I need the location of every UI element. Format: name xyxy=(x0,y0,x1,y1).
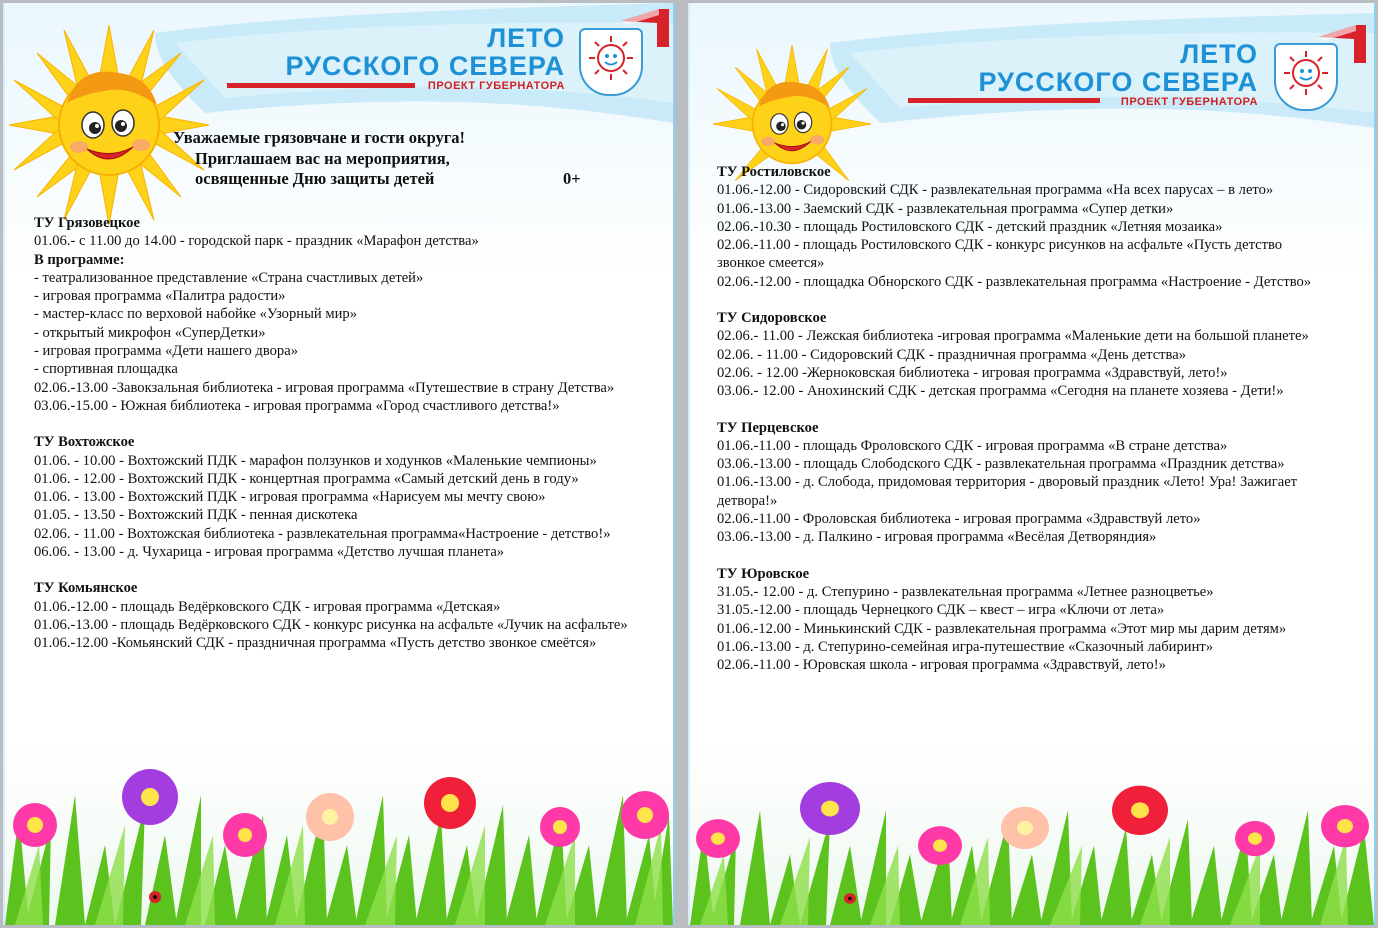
event-item: 01.06. - 12.00 - Вохтожский ПДК - концертная программа «Самый детский день в году» xyxy=(34,470,579,487)
event-item: 01.06.-12.00 - площадь Ведёрковского СДК - игровая программа «Детская» xyxy=(34,598,501,615)
brand-red-bar xyxy=(908,98,1100,103)
section-komyanskoe xyxy=(34,579,634,652)
flower-meadow xyxy=(5,755,673,925)
program-item: - игровая программа «Дети нашего двора» xyxy=(34,343,298,360)
event-item: 01.06.-13.00 - д. Слобода, придомовая территория - дворовый праздник «Лето! Ура! Зажигает детвора!» xyxy=(717,474,1298,509)
greeting-line2: Приглашаем вас на мероприятия, xyxy=(195,148,450,168)
event-item: 02.06.-12.00 - площадка Обнорского СДК - развлекательная программа «Настроение - Детство» xyxy=(717,273,1312,290)
event-item: 02.06.-11.00 - Фроловская библиотека - игровая программа «Здравствуй лето» xyxy=(717,511,1201,528)
event-item: 01.06.-12.00 - Минькинский СДК - развлекательная программа «Этот мир мы дарим детям» xyxy=(717,620,1287,637)
section-rostilovskoe xyxy=(717,163,1327,291)
event-item: 03.06.-13.00 - д. Палкино - игровая программа «Весёлая Детворяндия» xyxy=(717,529,1157,546)
greeting xyxy=(173,128,581,190)
flower-meadow xyxy=(690,775,1374,925)
event-item: 06.06. - 13.00 - д. Чухарица - игровая программа «Детство лучшая планета» xyxy=(34,544,505,561)
greeting-line1: Уважаемые грязовчане и гости округа! xyxy=(173,128,466,147)
section-sidorovskoe xyxy=(717,309,1327,400)
event-item: 02.06.-10.30 - площадь Ростиловского СДК - детский праздник «Летняя мозаика» xyxy=(717,218,1223,235)
event-item: 01.05. - 13.50 - Вохтожский ПДК - пенная дискотека xyxy=(34,507,358,524)
age-rating: 0+ xyxy=(563,169,581,188)
brand-line1: ЛЕТО xyxy=(1180,39,1258,69)
section-gryazovetskoe xyxy=(34,214,634,415)
program-item: - мастер-класс по верховой набойке «Узорный мир» xyxy=(34,306,357,323)
program-item: - театрализованное представление «Страна счастливых детей» xyxy=(34,269,424,286)
event-item: 01.06.-13.00 - Заемский СДК - развлекательная программа «Супер детки» xyxy=(717,200,1174,217)
section-pertsevskoe xyxy=(717,419,1327,547)
program-item: - игровая программа «Палитра радости» xyxy=(34,288,286,305)
right-page xyxy=(688,3,1376,925)
event-item: 31.05.- 12.00 - д. Степурино - развлекательная программа «Летнее разноцветье» xyxy=(717,583,1214,600)
event-item: 02.06. - 11.00 - Сидоровский СДК - праздничная программа «День детства» xyxy=(717,346,1187,363)
right-schedule xyxy=(717,163,1327,692)
event-item: 01.06. - 13.00 - Вохтожский ПДК - игровая программа «Нарисуем мы мечту свою» xyxy=(34,489,546,506)
left-page xyxy=(3,3,675,925)
event-item: 03.06.-15.00 - Южная библиотека - игровая программа «Город счастливого детства!» xyxy=(34,397,560,414)
corner-flag-icon xyxy=(1316,23,1368,65)
event-item: 02.06.-13.00 -Завокзальная библиотека - игровая программа «Путешествие в страну Детства» xyxy=(34,379,615,396)
brand-line2: РУССКОГО СЕВЕРА xyxy=(285,51,565,81)
corner-flag-icon xyxy=(619,7,671,49)
section-title: ТУ Комьянское xyxy=(34,580,138,597)
section-title: ТУ Вохтожское xyxy=(34,434,135,451)
event-item: 01.06.-13.00 - площадь Ведёрковского СДК - конкурс рисунка на асфальте «Лучик на асфальте» xyxy=(34,616,628,633)
brand-title xyxy=(235,25,565,92)
event-item: 02.06.-11.00 - площадь Ростиловского СДК - конкурс рисунков на асфальте «Пусть детство звонкое смеется» xyxy=(717,237,1283,272)
event-item: 02.06.- 11.00 - Лежская библиотека -игровая программа «Маленькие дети на большой планете» xyxy=(717,328,1309,345)
section-title: ТУ Сидоровское xyxy=(717,310,827,327)
event-item: 02.06. - 11.00 - Вохтожская библиотека - развлекательная программа«Настроение - детство!» xyxy=(34,525,611,542)
brand-line3: ПРОЕКТ ГУБЕРНАТОРА xyxy=(427,80,565,92)
program-item: - открытый микрофон «СуперДетки» xyxy=(34,324,266,341)
event-item: 03.06.- 12.00 - Анохинский СДК - детская программа «Сегодня на планете хозяева - Дети!» xyxy=(717,383,1284,400)
greeting-line3: освященные Дню защиты детей xyxy=(195,169,435,188)
section-yurovskoe xyxy=(717,565,1327,675)
section-title: ТУ Перцевское xyxy=(717,419,819,436)
brand-line2: РУССКОГО СЕВЕРА xyxy=(978,67,1258,97)
event-item: 02.06. - 12.00 -Жерноковская библиотека - игровая программа «Здравствуй, лето!» xyxy=(717,364,1228,381)
brand-line3: ПРОЕКТ ГУБЕРНАТОРА xyxy=(1120,96,1258,108)
event-item: 01.06.- с 11.00 до 14.00 - городской парк - праздник «Марафон детства» xyxy=(34,233,479,250)
event-item: 01.06.-12.00 -Комьянский СДК - праздничная программа «Пусть детство звонкое смеётся» xyxy=(34,635,597,652)
section-title: ТУ Ростиловское xyxy=(717,164,831,180)
section-vokhtozhskoe xyxy=(34,433,634,561)
brand-line1: ЛЕТО xyxy=(487,23,565,53)
event-item: 01.06.-11.00 - площадь Фроловского СДК - игровая программа «В стране детства» xyxy=(717,437,1228,454)
program-item: - спортивная площадка xyxy=(34,361,178,378)
section-title: ТУ Грязовецкое xyxy=(34,215,140,231)
brand-red-bar xyxy=(227,83,415,88)
event-item: 01.06. - 10.00 - Вохтожский ПДК - марафон ползунков и ходунков «Маленькие чемпионы» xyxy=(34,452,597,469)
event-item: 31.05.-12.00 - площадь Чернецкого СДК – квест – игра «Ключи от лета» xyxy=(717,602,1165,619)
program-title: В программе: xyxy=(34,251,125,268)
sun-icon xyxy=(9,25,209,225)
event-item: 01.06.-12.00 - Сидоровский СДК - развлекательная программа «На всех парусах – в лето» xyxy=(717,182,1274,199)
section-title: ТУ Юровское xyxy=(717,565,810,582)
event-item: 03.06.-13.00 - площадь Слободского СДК - развлекательная программа «Праздник детства» xyxy=(717,456,1285,473)
event-item: 02.06.-11.00 - Юровская школа - игровая программа «Здравствуй, лето!» xyxy=(717,657,1166,674)
event-item: 01.06.-13.00 - д. Степурино-семейная игра-путешествие «Сказочный лабиринт» xyxy=(717,638,1214,655)
left-schedule xyxy=(34,214,634,671)
